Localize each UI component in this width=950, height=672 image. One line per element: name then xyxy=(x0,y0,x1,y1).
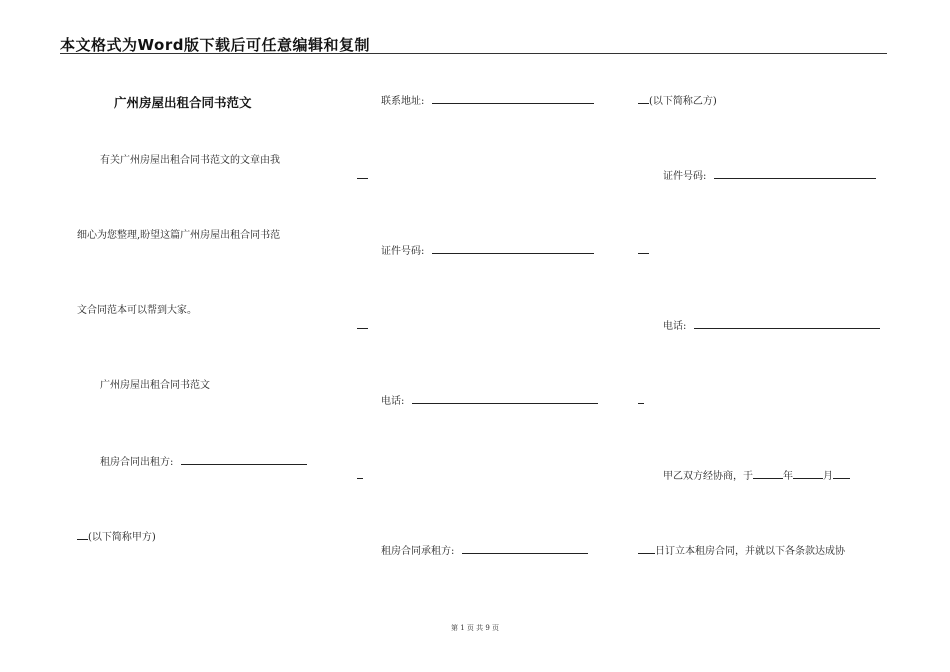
day-blank-continued xyxy=(638,543,655,554)
lessee-phone-label: 电话: xyxy=(663,321,687,332)
lessor-phone-continuation xyxy=(357,468,363,484)
section-title: 广州房屋出租合同书范文 xyxy=(100,380,210,391)
lessee-suffix: (以下简称乙方) xyxy=(649,96,717,107)
continuation-blank xyxy=(638,243,649,254)
lessor-label: 租房合同出租方: xyxy=(100,457,174,468)
document-title: 广州房屋出租合同书范文 xyxy=(114,95,252,110)
lessee-id-field xyxy=(663,168,876,184)
continuation-blank xyxy=(357,468,363,479)
continuation-blank xyxy=(357,318,368,329)
month-blank xyxy=(793,468,823,479)
lessee-label: 租房合同承租方: xyxy=(381,546,455,557)
lessee-id-continuation xyxy=(638,243,649,259)
address-blank xyxy=(432,93,594,104)
lessee-suffix-blank xyxy=(638,93,649,104)
continuation-blank xyxy=(638,393,644,404)
lessor-suffix-line xyxy=(77,529,156,545)
lessor-id-blank xyxy=(432,243,594,254)
lessor-suffix: (以下简称甲方) xyxy=(88,532,156,543)
day-blank xyxy=(833,468,850,479)
lessor-id-label: 证件号码: xyxy=(381,246,425,257)
lessor-phone-blank xyxy=(412,393,598,404)
intro-paragraph-line-2: 细心为您整理,盼望这篇广州房屋出租合同书范 xyxy=(77,230,281,241)
lessor-id-continuation xyxy=(357,318,368,334)
lessee-id-label: 证件号码: xyxy=(663,171,707,182)
lessee-phone-field xyxy=(663,318,880,334)
lessee-suffix-line xyxy=(638,93,717,109)
page-indicator: 第 1 页 共 9 页 xyxy=(450,624,500,632)
lessor-id-field xyxy=(381,243,594,259)
intro-paragraph-line-3: 文合同范本可以帮到大家。 xyxy=(77,305,197,316)
header-divider xyxy=(60,53,887,54)
year-label: 年 xyxy=(783,471,793,482)
agreement-date-line xyxy=(663,468,850,484)
continuation-blank xyxy=(357,168,368,179)
lessee-id-blank xyxy=(714,168,876,179)
lessor-address-continuation xyxy=(357,168,368,184)
lessor-blank xyxy=(181,454,307,465)
intro-paragraph-line-1: 有关广州房屋出租合同书范文的文章由我 xyxy=(100,155,280,166)
address-label: 联系地址: xyxy=(381,96,425,107)
lessor-field xyxy=(100,454,307,470)
month-label: 月 xyxy=(823,471,833,482)
lessor-phone-label: 电话: xyxy=(381,396,405,407)
negotiation-text: 甲乙双方经协商，于 xyxy=(663,471,753,482)
lessee-blank xyxy=(462,543,588,554)
lessee-phone-blank xyxy=(694,318,880,329)
address-field xyxy=(381,93,594,109)
lessee-phone-continuation xyxy=(638,393,644,409)
year-blank xyxy=(753,468,783,479)
lessor-suffix-blank xyxy=(77,529,88,540)
lessee-field xyxy=(381,543,588,559)
day-text: 日订立本租房合同，并就以下各条款达成协 xyxy=(655,546,845,557)
lessor-phone-field xyxy=(381,393,598,409)
agreement-continuation-line xyxy=(638,543,845,559)
page-header-title: 本文格式为Word版下载后可任意编辑和复制 xyxy=(60,36,370,54)
